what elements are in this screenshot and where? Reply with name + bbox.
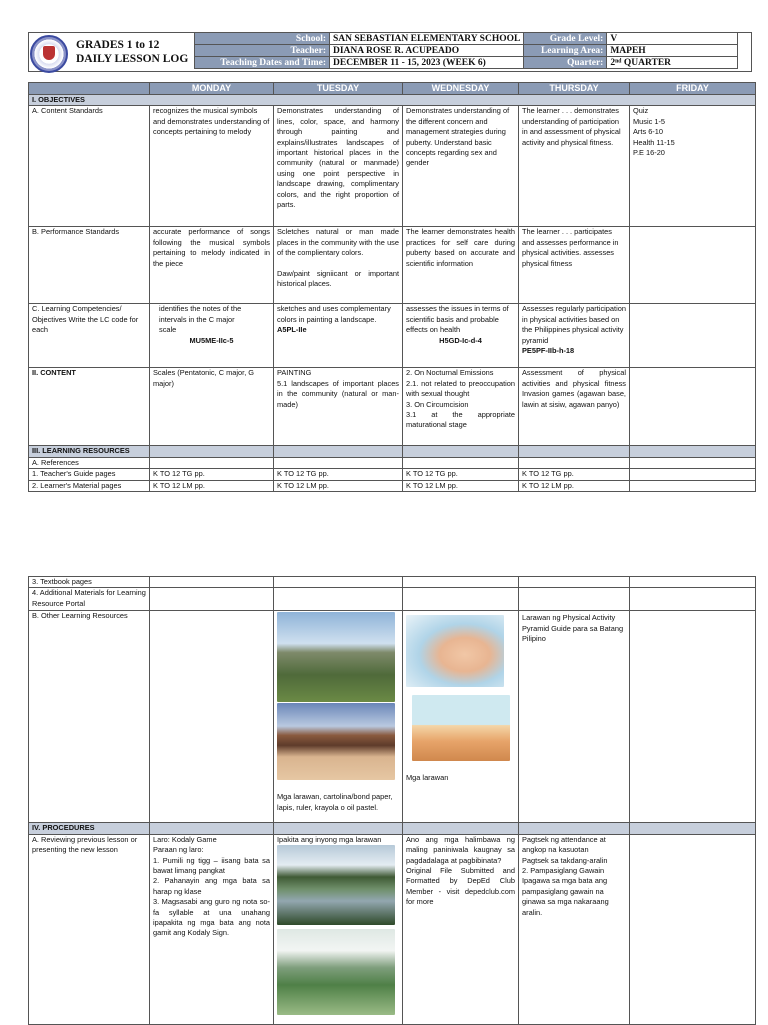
blank-cell [403,823,519,834]
teacher-label: Teacher: [195,45,330,57]
quarter-label: Quarter: [524,57,607,69]
blank-cell [630,588,756,611]
blank-cell [274,823,403,834]
mountain-landscape-image [277,612,395,702]
blank-cell [274,446,403,457]
performance-standard-tuesday [274,227,403,304]
content-tuesday: PAINTING 5.1 landscapes of important places in the community (natural or man-made) [274,368,403,446]
section-procedures: IV. PROCEDURES [29,823,150,834]
form-title-line1: GRADES 1 to 12 [76,39,160,51]
blank-cell [403,588,519,611]
blank-cell [403,457,519,468]
content-standard-friday: Quiz Music 1-5 Arts 6-10 Health 11-15 P.E 16-20 [630,106,756,227]
review-monday: Laro: Kodaly Game Paraan ng laro: 1. Pumili ng tigg – iisang bata sa bawat limang pangkat 2. Pahanayin ang mga bata sa harap ng klase 3. Magsasabi ang guro ng nota so-fa syllable at una unahang ipapakita ng mga bata ang nota gamit ang Kodaly Sign. [150,834,274,1024]
lc-code-tuesday: A5PL-IIe [277,325,307,335]
blank-cell [630,446,756,457]
content-thursday: Assessment of physical activities and physical fitness Invasion games (agawan base, lawin at sisiw, agawan panyo) [519,368,630,446]
rice-field-image [277,929,395,1015]
header-info-table [194,32,738,69]
lm-thursday: K TO 12 LM pp. [519,480,630,491]
competency-monday [150,304,274,368]
content-monday: Scales (Pentatonic, C major, G major) [150,368,274,446]
row-label-additional-materials: 4. Additional Materials for Learning Resource Portal [29,588,150,611]
day-header-friday: FRIDAY [630,83,756,95]
content-standard-wednesday: Demonstrates understanding of the different concern and management strategies during puberty. Understand basic concepts regarding sex and gender [403,106,519,227]
blank-cell [519,823,630,834]
area-label: Learning Area: [524,45,607,57]
school-value: SAN SEBASTIAN ELEMENTARY SCHOOL [330,33,524,45]
blank-cell [150,823,274,834]
review-tuesday [274,834,403,1024]
competency-tuesday [274,304,403,368]
day-header-monday: MONDAY [150,83,274,95]
other-resources-wednesday [403,611,519,823]
section-learning-resources: III. LEARNING RESOURCES [29,446,150,457]
content-standard-monday: recognizes the musical symbols and demonstrates understanding of concepts pertaining to melody [150,106,274,227]
day-header-tuesday: TUESDAY [274,83,403,95]
deped-seal-icon [30,35,68,73]
lm-tuesday: K TO 12 LM pp. [274,480,403,491]
row-label-content: II. CONTENT [29,368,150,446]
blank-cell [150,611,274,823]
competency-monday-text: identifies the notes of the intervals in the C major scale [159,304,242,335]
tg-tuesday: K TO 12 TG pp. [274,469,403,480]
performance-standard-thursday: The learner . . . participates and assesses performance in physical activities. assesses physical fitness [519,227,630,304]
blank-cell [274,457,403,468]
blank-cell [150,577,274,588]
competency-tuesday-text: sketches and uses complementary colors in painting a landscape. [277,304,391,324]
content-standard-tuesday: Demonstrates understanding of lines, color, space, and harmony through painting and explains/illustrates landscapes of important historical places in the community (natural or manmade) using one point perspective in landscape drawing, complimentary colors, and the right proportion of parts. [274,106,403,227]
row-label-learners-material: 2. Learner's Material pages [29,480,150,491]
review-tuesday-text: Ipakita ang inyong mga larawan [277,834,382,844]
lm-wednesday: K TO 12 LM pp. [403,480,519,491]
blank-cell [630,457,756,468]
blank-cell [519,577,630,588]
lesson-log-table-page1 [28,82,756,492]
lake-landscape-image [277,845,395,925]
section-objectives: I. OBJECTIVES [29,95,756,106]
day-header-wednesday: WEDNESDAY [403,83,519,95]
performance-standard-friday [630,227,756,304]
shower-image [406,615,504,687]
blank-cell [274,588,403,611]
tuesday-materials-caption: Mga larawan, cartolina/bond paper, lapis, ruler, krayola o oil pastel. [277,792,393,812]
blank-cell [630,823,756,834]
dates-value: DECEMBER 11 - 15, 2023 (WEEK 6) [330,57,524,69]
day-header-thursday: THURSDAY [519,83,630,95]
area-value: MAPEH [607,45,738,57]
lm-monday: K TO 12 LM pp. [150,480,274,491]
blank-cell [274,577,403,588]
review-thursday: Pagtsek ng attendance at angkop na kasuotan Pagtsek sa takdang-aralin 2. Pampasiglang Gawain Ipagawa sa mga bata ang pampasiglang gawain na ginawa sa mga nakaraang aralin. [519,834,630,1024]
row-label-reviewing: A. Reviewing previous lesson or presenting the new lesson [29,834,150,1024]
blank-cell [150,457,274,468]
competency-wednesday-text: assesses the issues in terms of scientific basis and probable effects on health [406,304,509,335]
blank-cell [630,480,756,491]
other-resources-tuesday [274,611,403,823]
content-standard-thursday: The learner . . . demonstrates understanding of participation in and assessment of physical activity and physical fitness. [519,106,630,227]
blank-cell [630,611,756,823]
form-title [76,38,191,66]
tg-wednesday: K TO 12 TG pp. [403,469,519,480]
blank-cell [519,457,630,468]
row-label-references: A. References [29,457,150,468]
blank-cell [150,588,274,611]
children-eating-image [412,695,510,761]
row-label-teachers-guide: 1. Teacher's Guide pages [29,469,150,480]
content-wednesday: 2. On Nocturnal Emissions 2.1. not related to preoccupation with sexual thought 3. On Circumcision 3.1 at the appropriate maturational stage [403,368,519,446]
competency-thursday [519,304,630,368]
blank-cell [519,588,630,611]
row-label-content-standards: A. Content Standards [29,106,150,227]
blank-cell [519,446,630,457]
competency-wednesday [403,304,519,368]
blank-cell [630,577,756,588]
content-friday [630,368,756,446]
wednesday-materials-caption: Mga larawan [406,773,449,783]
blank-cell [630,834,756,1024]
row-label-competencies: C. Learning Competencies/ Objectives Write the LC code for each [29,304,150,368]
lc-code-thursday: PE5PF-IIb-h-18 [522,346,575,356]
row-label-performance-standards: B. Performance Standards [29,227,150,304]
desert-landscape-image [277,703,395,780]
dates-label: Teaching Dates and Time: [195,57,330,69]
form-title-line2: DAILY LESSON LOG [76,53,189,65]
review-wednesday: Ano ang mga halimbawa ng maling paniniwala kaugnay sa pagdadalaga at pagbibinata? Original File Submitted and Formatted by DepEd Club Member - visit depedclub.com for more [403,834,519,1024]
school-label: School: [195,33,330,45]
performance-standard-tuesday-text: Scletches natural or man made places in the community with the use of the complientary colors. [277,227,399,258]
other-resources-thursday: Larawan ng Physical Activity Pyramid Guide para sa Batang Pilipino [519,611,630,823]
performance-standard-monday: accurate performance of songs following the musical symbols pertaining to melody indicated in the piece [150,227,274,304]
blank-cell [403,577,519,588]
lc-code-wednesday: H5GD-Ic-d-4 [439,335,482,345]
grade-value: V [607,33,738,45]
performance-standard-wednesday: The learner demonstrates health practices for self care during puberty based on accurate and scientific information [403,227,519,304]
blank-cell [150,446,274,457]
corner-header [29,83,150,95]
tg-monday: K TO 12 TG pp. [150,469,274,480]
quarter-value: 2ⁿᵈ QUARTER [607,57,738,69]
competency-thursday-text: Assesses regularly participation in physical activities based on the Philippines physical activity pyramid [522,304,626,345]
blank-cell [403,446,519,457]
lc-code-monday: MU5ME-IIc-5 [189,335,234,345]
lesson-log-table-page2 [28,576,756,1025]
competency-friday [630,304,756,368]
teacher-value: DIANA ROSE R. ACUPEADO [330,45,524,57]
performance-standard-tuesday-extra: Daw/paint signiicant or important historical places. [277,268,399,289]
tg-thursday: K TO 12 TG pp. [519,469,630,480]
row-label-textbook: 3. Textbook pages [29,577,150,588]
blank-cell [630,469,756,480]
grade-label: Grade Level: [524,33,607,45]
row-label-other-resources: B. Other Learning Resources [29,611,150,823]
